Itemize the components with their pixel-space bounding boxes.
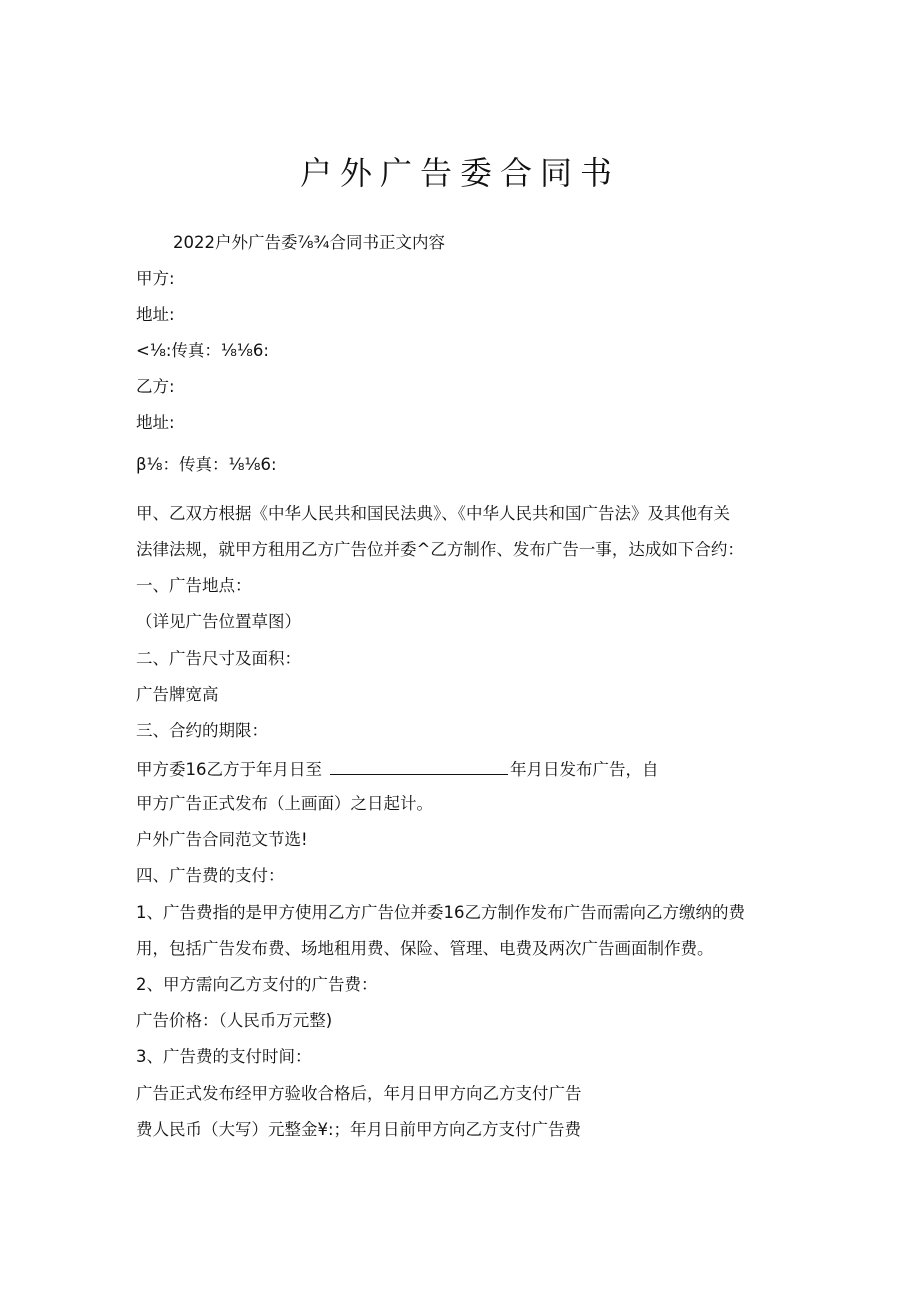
- document-subtitle: 2022户外广告委⅞¾合同书正文内容: [173, 233, 445, 252]
- section-4-heading: 四、广告费的支付：: [136, 866, 285, 885]
- party-b-address: 地址:: [136, 413, 175, 432]
- section-4-payment-line-2: 费人民币（大写）元整金¥:；年月日前甲方向乙方支付广告费: [136, 1120, 582, 1139]
- section-4-item-1-line-1: 1、广告费指的是甲方使用乙方广告位并委16乙方制作发布广告而需向乙方缴纳的费: [136, 903, 745, 922]
- section-4-price: 广告价格：（人民币万元整): [136, 1011, 333, 1030]
- section-3-heading: 三、合约的期限：: [136, 721, 268, 740]
- section-4-payment-line-1: 广告正式发布经甲方验收合格后，年月日甲方向乙方支付广告: [136, 1084, 582, 1103]
- section-1-body: （详见广告位置草图）: [136, 612, 301, 631]
- section-3-term-line-2: 甲方广告正式发布（上画面）之日起计。: [136, 794, 433, 813]
- party-a-phone-fax: <⅛:传真：⅛⅛6:: [136, 341, 269, 360]
- section-2-body: 广告牌宽高: [136, 685, 219, 704]
- party-a-label: 甲方:: [136, 269, 175, 288]
- intro-paragraph-line-1: 甲、乙双方根据《中华人民共和国民法典》、《中华人民共和国广告法》及其他有关: [136, 504, 730, 523]
- term-end-text: 年月日发布广告，自: [510, 760, 659, 779]
- section-2-heading: 二、广告尺寸及面积：: [136, 649, 301, 668]
- term-start-text: 甲方委16乙方于年月日至: [136, 760, 322, 779]
- section-4-item-1-line-2: 用，包括广告发布费、场地租用费、保险、管理、电费及两次广告画面制作费。: [136, 939, 714, 958]
- party-b-label: 乙方:: [136, 377, 175, 396]
- section-1-heading: 一、广告地点：: [136, 576, 252, 595]
- section-4-item-2: 2、甲方需向乙方支付的广告费：: [136, 975, 378, 994]
- section-4-item-3: 3、广告费的支付时间：: [136, 1047, 312, 1066]
- section-3-term-line-1: [136, 756, 659, 782]
- document-title: 户外广告委合同书: [299, 154, 620, 192]
- term-end-date-blank: [330, 756, 508, 775]
- party-b-phone-fax: β⅛：传真：⅛⅛6:: [136, 455, 277, 474]
- intro-paragraph-line-2: 法律法规，就甲方租用乙方广告位并委^乙方制作、发布广告一事，达成如下合约：: [136, 540, 744, 559]
- excerpt-note: 户外广告合同范文节选!: [136, 830, 308, 849]
- party-a-address: 地址:: [136, 305, 175, 324]
